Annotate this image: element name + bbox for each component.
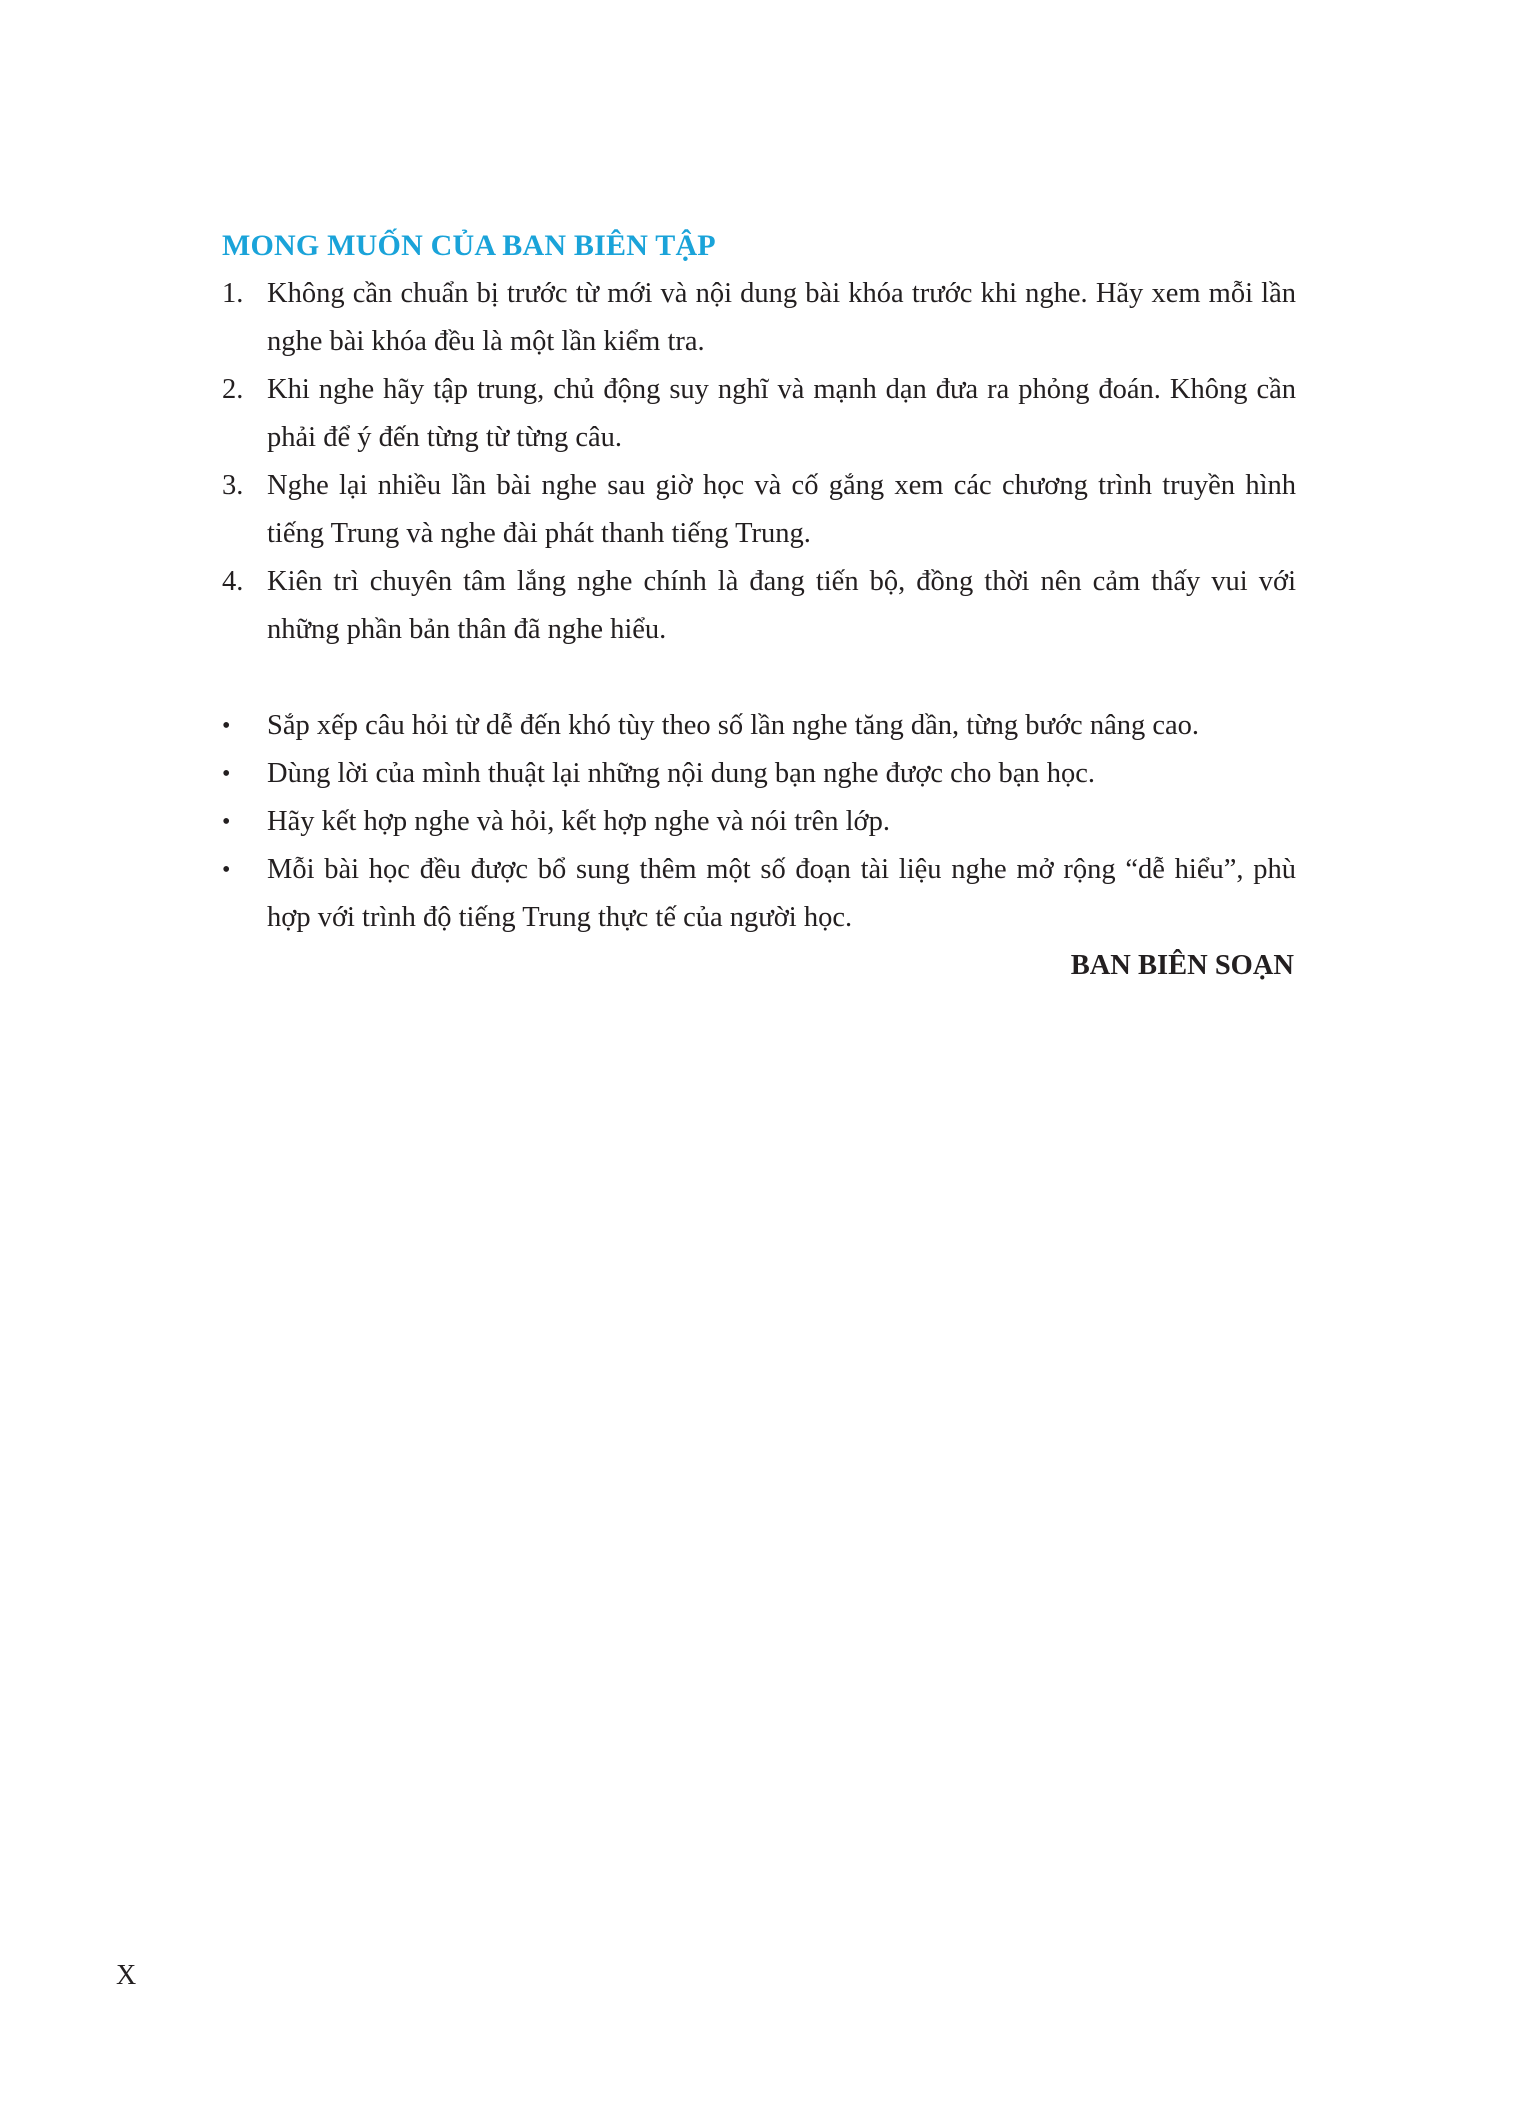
list-item-text: Sắp xếp câu hỏi từ dễ đến khó tùy theo số lần nghe tăng dần, từng bước nâng cao. — [267, 710, 1200, 741]
bullet-list — [222, 702, 1296, 942]
list-item — [222, 558, 1296, 654]
list-item — [222, 846, 1296, 942]
list-item — [222, 366, 1296, 462]
list-item-text: Nghe lại nhiều lần bài nghe sau giờ học và cố gắng xem các chương trình truyền hình tiếng Trung và nghe đài phát thanh tiếng Trung. — [267, 470, 1296, 549]
list-number: 3. — [222, 470, 244, 501]
list-item-text: Hãy kết hợp nghe và hỏi, kết hợp nghe và nói trên lớp. — [267, 806, 890, 837]
page-number: X — [116, 1960, 137, 1991]
list-number: 4. — [222, 566, 244, 597]
list-item — [222, 798, 1296, 846]
bullet-icon: • — [222, 761, 231, 787]
bullet-icon: • — [222, 857, 231, 883]
list-item — [222, 270, 1296, 366]
list-item-text: Mỗi bài học đều được bổ sung thêm một số đoạn tài liệu nghe mở rộng “dễ hiểu”, phù hợp với trình độ tiếng Trung thực tế của người học. — [267, 854, 1296, 933]
bullet-icon: • — [222, 713, 231, 739]
list-item-text: Không cần chuẩn bị trước từ mới và nội dung bài khóa trước khi nghe. Hãy xem mỗi lần nghe bài khóa đều là một lần kiểm tra. — [267, 278, 1296, 357]
list-item — [222, 702, 1296, 750]
list-item-text: Kiên trì chuyên tâm lắng nghe chính là đang tiến bộ, đồng thời nên cảm thấy vui với những phần bản thân đã nghe hiểu. — [267, 566, 1296, 645]
list-item-text: Dùng lời của mình thuật lại những nội dung bạn nghe được cho bạn học. — [267, 758, 1096, 789]
list-item — [222, 462, 1296, 558]
section-heading: MONG MUỐN CỦA BAN BIÊN TẬP — [222, 229, 716, 262]
signature: BAN BIÊN SOẠN — [1070, 950, 1294, 981]
list-item-text: Khi nghe hãy tập trung, chủ động suy nghĩ và mạnh dạn đưa ra phỏng đoán. Không cần phải để ý đến từng từ từng câu. — [267, 374, 1296, 453]
list-number: 1. — [222, 278, 244, 309]
list-number: 2. — [222, 374, 244, 405]
bullet-icon: • — [222, 809, 231, 835]
numbered-list — [222, 270, 1296, 654]
list-item — [222, 750, 1296, 798]
page-content — [222, 222, 1296, 990]
